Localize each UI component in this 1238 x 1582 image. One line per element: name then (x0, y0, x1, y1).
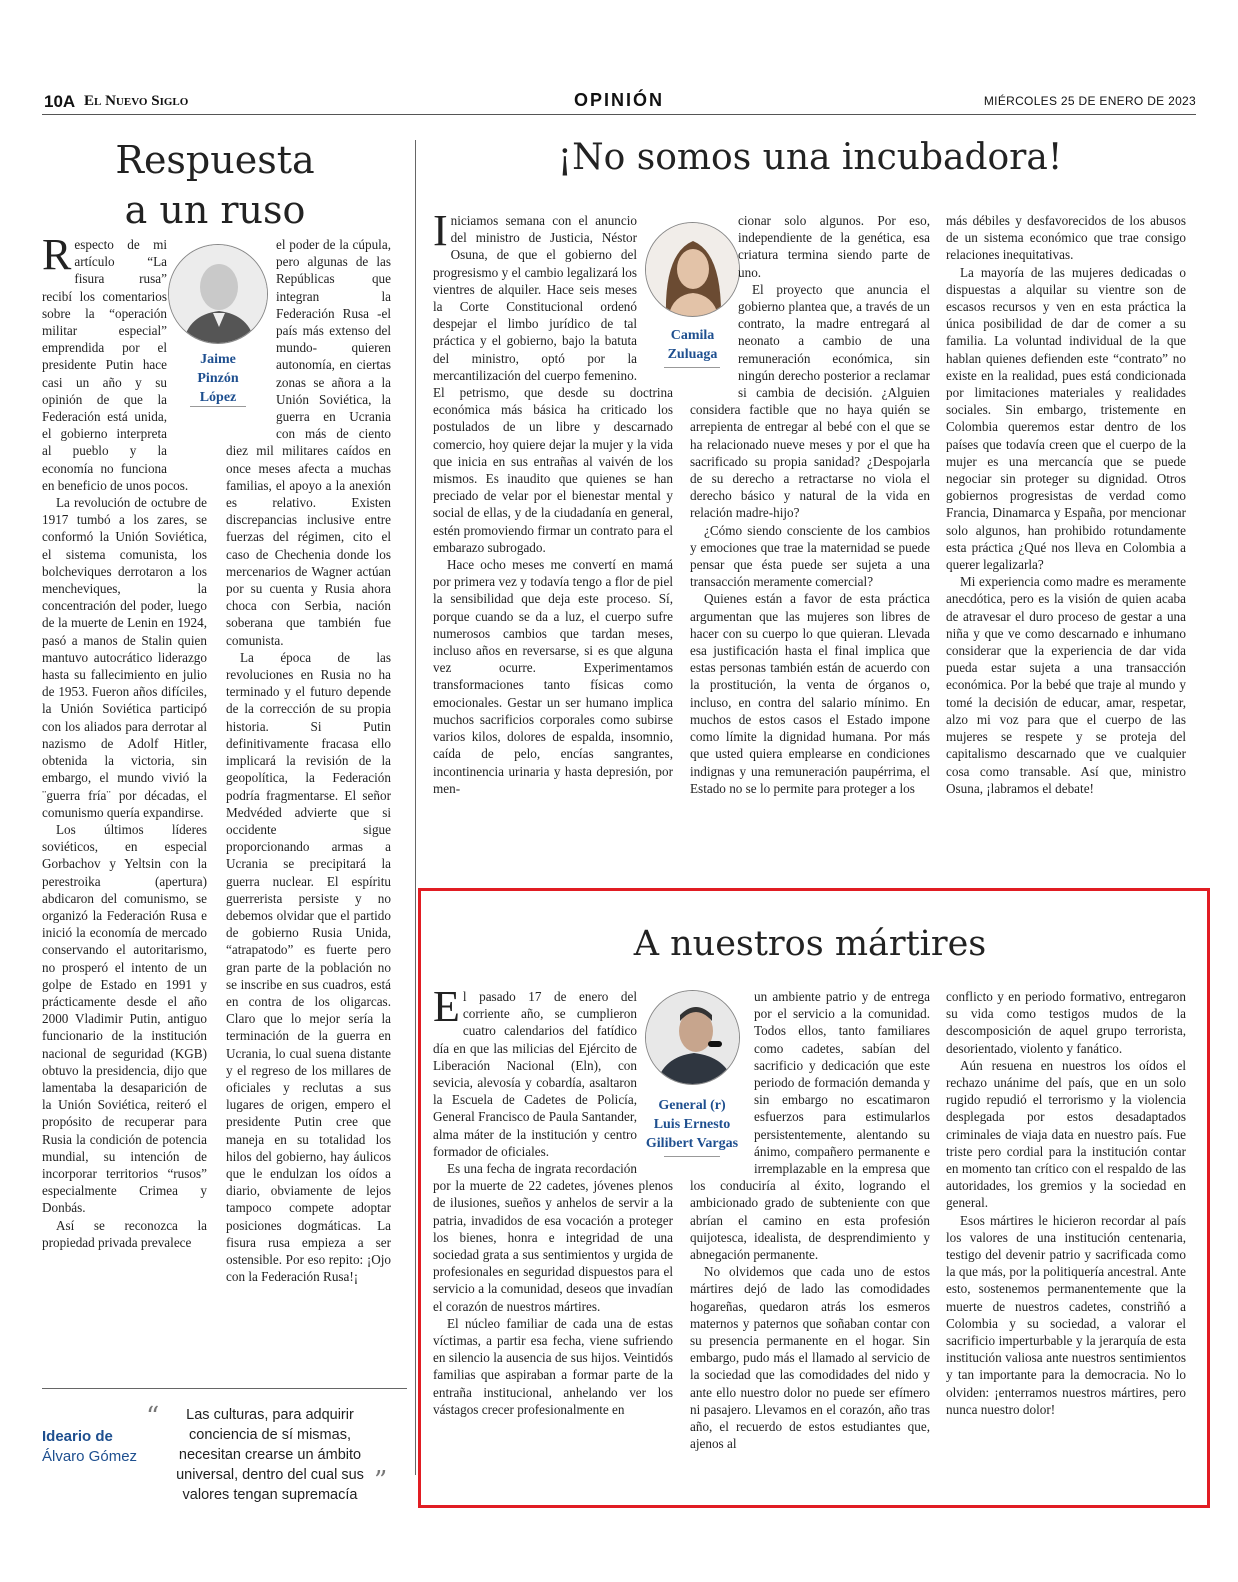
page-header (42, 90, 1196, 116)
photo-spacer (690, 212, 738, 388)
article3-column-2 (690, 988, 930, 1498)
byline-line: Luis Ernesto (653, 1117, 731, 1132)
article1-paragraph: Respecto de mi artículo “La fisura rusa” recibí los comentarios sobre la “operación militar especial” emprendida por el presidente Putin hace casi un año y su opinión de que la Federación está unida, el gobierno interpreta al pueblo y la economía no funciona en beneficio de unos pocos. (42, 236, 189, 493)
byline-line: Gilibert Vargas (645, 1136, 739, 1151)
article1-column-2 (226, 236, 391, 1382)
page-number: 10A (44, 92, 76, 111)
article3-dropcap: E (433, 988, 460, 1031)
section-title: OPINIÓN (573, 90, 664, 110)
article2-paragraph: Hace ocho meses me convertí en mamá por primera vez y todavía tengo a flor de piel la sensibilidad que deja este proceso. Sí, porque cuando se da a luz, el cuerpo sufre numerosos cambios que tardan meses, incluso años en reversarse, si es que alguna vez ocurre. Experimentamos transformaciones tanto físicas como emocionales. Gestar un ser humano implica muchos sacrificios corporales como subirse varios kilos, dolores de espalda, insomnio, caída de pelo, encías sangrantes, incontinencia urinaria y hasta depresión, por men- (433, 557, 673, 796)
article1-paragraph: La revolución de octubre de 1917 tumbó a los zares, se conformó la Unión Soviética, el sistema comunista, los bolcheviques derrotaron a los mencheviques, la concentración del poder, luego de la muerte de Lenin en 1924, pasó a manos de Stalin quien mantuvo autocrático liderazgo hasta su fallecimiento en julio de 1953. Fueron años difíciles, la Unión Soviética participó con los aliados para derrotar al nazismo de Adolf Hitler, obtenida la victoria, sin embargo, el mundo vivió la ¨guerra fría¨ por décadas, el comunismo quería expandirse. (42, 495, 207, 820)
article3-paragraph: Esos mártires le hicieron recordar al país los valores de una institución centenaria, testigo del devenir patrio y sacrificada como la que más, por la politiquería ancestral. Ante esto, sostenemos permanentemente que la muerte de nuestros cadetes, constriñó a Colombia y su sociedad, a valorar el sacrificio imperturbable y la jerarquía de esta institución valiosa ante nuestros sentimientos y tan importante para la democracia. No lo olviden: ¡enterramos nuestros mártires, pero nunca nuestro dolor! (946, 1212, 1186, 1417)
article3-paragraph: un ambiente patrio y de entrega por el servicio a la comunidad. Todos ellos, tanto familiares como cadetes, sabían del sacrificio y dedicación que este periodo de formación demanda y sin embargo no escatimaron esfuerzos para estimularlos persistentemente, alentando su ánimo, compañero permanente e irremplazable en la empresa que los conduciría al éxito, logrando el ambicionado grado de subteniente con que abrían el camino en esta profesión quijotesca, idealista, de desprendimiento y abnegación permanente. (690, 989, 930, 1263)
ideario-rule (42, 1388, 407, 1389)
article2-paragraph: La mayoría de las mujeres dedicadas o dispuestas a alquilar su vientre son de escasos recursos y ven en esta práctica la única posibilidad de dar de comer a su familia. La voluntad individual de la que hablan quienes defienden este “contrato” no existe en la realidad, pues está condicionada por limitaciones materiales y realidades sociales. Sin embargo, tristemente en Colombia queremos estar dentro de los países que todavía creen que el cuerpo de la mujer es una mercancía que se puede negociar sin proteger su dignidad. Otros gobiernos progresistas de verdad como Francia, Dinamarca y España, por mencionar solo algunos, han prohibido rotundamente esta práctica ¿Qué nos lleva en Colombia a querer legalizarla? (946, 264, 1186, 573)
article1-headline-line1: Respuesta (115, 138, 315, 182)
article2-paragraph: El proyecto que anuncia el gobierno plantea que, a través de un contrato, la madre entregará al neonato a cambio de una remuneración económica, sin ningún derecho posterior a reclamar si cambia de decisión. ¿Alguien considera factible que no haya quién se arrepienta de entregar al bebé con el que se ha relacionado nueve meses y por el que ha sacrificado su propia sanidad? ¿Despojarla de su derecho a retractarse no viola el derecho básico y natural de la vida en relación madre-hijo? (690, 281, 930, 521)
column-divider (415, 140, 416, 1475)
article3-paragraph: Es una fecha de ingrata recordación por la muerte de 22 cadetes, jóvenes plenos de ilusiones, sueños y anhelos de servir a la patria, invadidos de esa vocación a proteger los bienes, honra e integridad de una sociedad grata a sus sentimientos y urgida de profesionales en seguridad dispuestos para el servicio a la comunidad, deseos que invadían el corazón de nuestros mártires. (433, 1161, 673, 1314)
article1-column-1 (42, 236, 207, 1382)
quote-open-icon: “ (146, 1402, 160, 1432)
photo-spacer (637, 988, 673, 1164)
article3-column-1 (433, 988, 673, 1498)
article2-column-3 (946, 212, 1186, 862)
ideario-quote: Las culturas, para adquirir conciencia de sí mismas, necesitan crearse un ámbito universal, dentro del cual sus valores tengan supremacía (176, 1407, 364, 1503)
header-rule (42, 114, 1196, 115)
newspaper-name: El Nuevo Siglo (84, 93, 189, 109)
article2-paragraph: ¿Cómo siendo consciente de los cambios y emociones que trae la maternidad se puede pensar que ésta puede ser sujeta a una transacción meramente comercial? (690, 522, 930, 590)
byline-line: López (199, 390, 237, 405)
byline-line: General (r) (658, 1098, 726, 1113)
photo-spacer (690, 988, 754, 1164)
article3-paragraph: conflicto y en periodo formativo, entregaron su vida como testigos mudos de la descomposición de aquel grupo terrorista, desorientado, violento y fanático. (946, 989, 1186, 1056)
article3-paragraph: No olvidemos que cada uno de estos mártires dejó de lado las comodidades hogareñas, quedaron atrás los esmeros maternos y paternos que soñaban contar con su presencia permanente en el hogar. Sin embargo, pudo más el llamado al servicio de la sociedad que las comodidades del nido y ante ello nuestro dolor no puede ser efímero ni pasajero. Llevamos en el corazón, año tras año, el recuerdo de estos estudiantes que, ajenos al (690, 1264, 930, 1452)
article2-paragraph: Quienes están a favor de esta práctica argumentan que las mujeres son libres de hacer con su cuerpo lo que quieran. Llevada esa justificación hasta el final implica que estas personas también están de acuerdo con la prostitución, la venta de órganos o, incluso, en contra del salario mínimo. En muchos de estos casos el Estado impone como límite la dignidad humana. Por más que usted quiera emplearse en condiciones indignas y una remuneración paupérrima, el Estado no se lo permite para proteger a los (690, 591, 930, 796)
article1-headline (60, 135, 370, 235)
article1-headline-line2: a un ruso (124, 188, 306, 232)
photo-spacer (226, 236, 276, 436)
article3-paragraph: El núcleo familiar de cada una de estas víctimas, a partir esa fecha, viene sufriendo en silencio la ausencia de sus hijos. Veintidós familias que aspiraban a formar parte de la entraña institucional, anhelando ver los vástagos crecer profesionalmente en (433, 1315, 673, 1417)
quote-close-icon: ” (374, 1466, 388, 1496)
article1-paragraph: La época de las revoluciones en Rusia no ha terminado y el futuro depende de la corrección de su propia historia. Si Putin definitivamente fracasa ello implicará la revisión de la geopolítica, la Federación podría fragmentarse. El señor Medvéded advierte que si occidente sigue proporcionando armas a Ucrania se precipitará la guerra nuclear. El espíritu guerrerista persiste y no debemos olvidar que el partido de gobierno Rusia Unida, “atrapatodo” es fuerte pero gran parte de la población no se inscribe en sus cuadros, está en contra de los oligarcas. Claro que lo mejor sería la terminación de la guerra en Ucrania, lo cual suena distante y el regreso de los millares de oficiales y reclutas a sus lugares de origen, empero el presidente Putin cree que maneja en su totalidad los hilos del gobierno, hay áulicos que le endulzan los oídos a diario, obviamente de lejos tampoco compete adoptar posiciones dogmáticas. La fisura rusa empieza a ser ostensible. Por eso repito: ¡Ojo con la Federación Rusa!¡ (226, 649, 391, 1285)
article3-column-3 (946, 988, 1186, 1498)
article3-paragraph: El pasado 17 de enero del corriente año, se cumplieron cuatro calendarios del fatídico día en que las milicias del Ejército de Liberación Nacional (Eln), con sevicia, alevosía y cobardía, asaltaron la Escuela de Cadetes de Policía, General Francisco de Paula Santander, alma máter de la institución y centro formador de oficiales. (433, 988, 637, 1159)
byline-line: Zuluaga (667, 347, 718, 362)
ideario-title: Ideario de (42, 1428, 113, 1445)
article2-paragraph: Mi experiencia como madre es meramente anecdótica, pero es la visión de quien acaba de atravesar el duro proceso de gestar a una niña y que ve como descarnado e inhumano considerar que la experiencia de dar vida pueda estar sujeta a una transacción económica. Por la bebé que traje al mundo y tomé la decisión de educar, amar, respetar, alzo mi voz para que el cuerpo de las mujeres se respete y se proteja del capitalismo descarnado que ve cualquier cosa como transable. Así que, ministro Osuna, ¡labramos el debate! (946, 574, 1186, 796)
article1-dropcap: R (42, 236, 72, 279)
article2-column-1 (433, 212, 673, 862)
article2-column-2 (690, 212, 930, 862)
article2-dropcap: I (433, 212, 448, 255)
photo-spacer (167, 236, 207, 476)
article3-paragraph: Aún resuena en nuestros los oídos el rechazo unánime del país, que en un solo rugido repudió el terrorismo y la violencia desplegada por estos desadaptados criminales de viaja data en nuestro país. Fue triste pero cordial para la institución contar en momento tan crítico con el respaldo de las autoridades, los gremios y la sociedad en general. (946, 1057, 1186, 1211)
article2-paragraph: cionar solo algunos. Por eso, independiente de la genética, esa criatura termina siendo parte de uno. (738, 213, 930, 280)
article1-paragraph: Los últimos líderes soviéticos, en especial Gorbachov y Yeltsin con la perestroika (apertura) abdicaron del comunismo, se organizó la Federación Rusa e inició la economía de mercado conservando el autoritarismo, no prosperó el intento de un golpe de Estado en 1991 y prácticamente desde el año 2000 Vladimir Putin, antiguo funcionario de la institución nacional de seguridad (KGB) obtuvo la presidencia, dijo que lamentaba la desaparición de la Unión Soviética, reiteró el propósito de recuperar para Rusia la condición de potencia mundial, su intención de incorporar territorios “rusos” especialmente Crimea y Donbás. (42, 821, 207, 1216)
article1-paragraph: el poder de la cúpula, pero algunas de las Repúblicas que integran la Federación Rusa -el país más extenso del mundo- quieren autonomía, en ciertas zonas se añora a la Unión Soviética, la guerra en Ucrania con más de ciento diez mil militares caídos en once meses afecta a muchas familias, el apoyo a la anexión es relativo. Existen discrepancias inclusive entre fuerzas del régimen, cito el caso de Chechenia donde los mercenarios de Wagner actúan por su cuenta y Rusia ahora choca con Serbia, nación soberana que también fue comunista. (226, 237, 391, 648)
article2-paragraph: más débiles y desfavorecidos de los abusos de un sistema económico que trae consigo relaciones inequitativas. (946, 213, 1186, 263)
byline-line: Jaime (200, 352, 236, 367)
article2-paragraph: Iniciamos semana con el anuncio del ministro de Justicia, Néstor Osuna, de que el gobierno del progresismo y el cambio legalizará los vientres de alquiler. Hace seis meses la Corte Constitucional ordenó despejar el limbo jurídico de tal práctica y el gobierno, bajo la batuta del ministro, optó por la mercantilización del cuerpo femenino. El petrismo, que desde su doctrina económica más básica ha criticado los postulados de un libre y descarnado comercio, hoy quiere dejar la mujer y la vida que inicia en sus entrañas al vaivén de los mismos. Es inaudito que quienes se han preciado de velar por el bienestar mental y social de ellas, y de la ciudadanía en general, estén promoviendo firmar un contrato para el embarazo subrogado. (433, 212, 673, 555)
issue-date: MIÉRCOLES 25 DE ENERO DE 2023 (983, 94, 1196, 108)
byline-line: Camila (670, 328, 715, 343)
article1-paragraph: Así se reconozca la propiedad privada prevalece (42, 1217, 207, 1250)
byline-line: Pinzón (197, 371, 239, 386)
article2-headline: ¡No somos una incubadora! (557, 137, 1063, 178)
ideario-author: Álvaro Gómez (42, 1448, 138, 1465)
article3-headline: A nuestros mártires (633, 924, 987, 964)
photo-spacer (637, 212, 673, 372)
